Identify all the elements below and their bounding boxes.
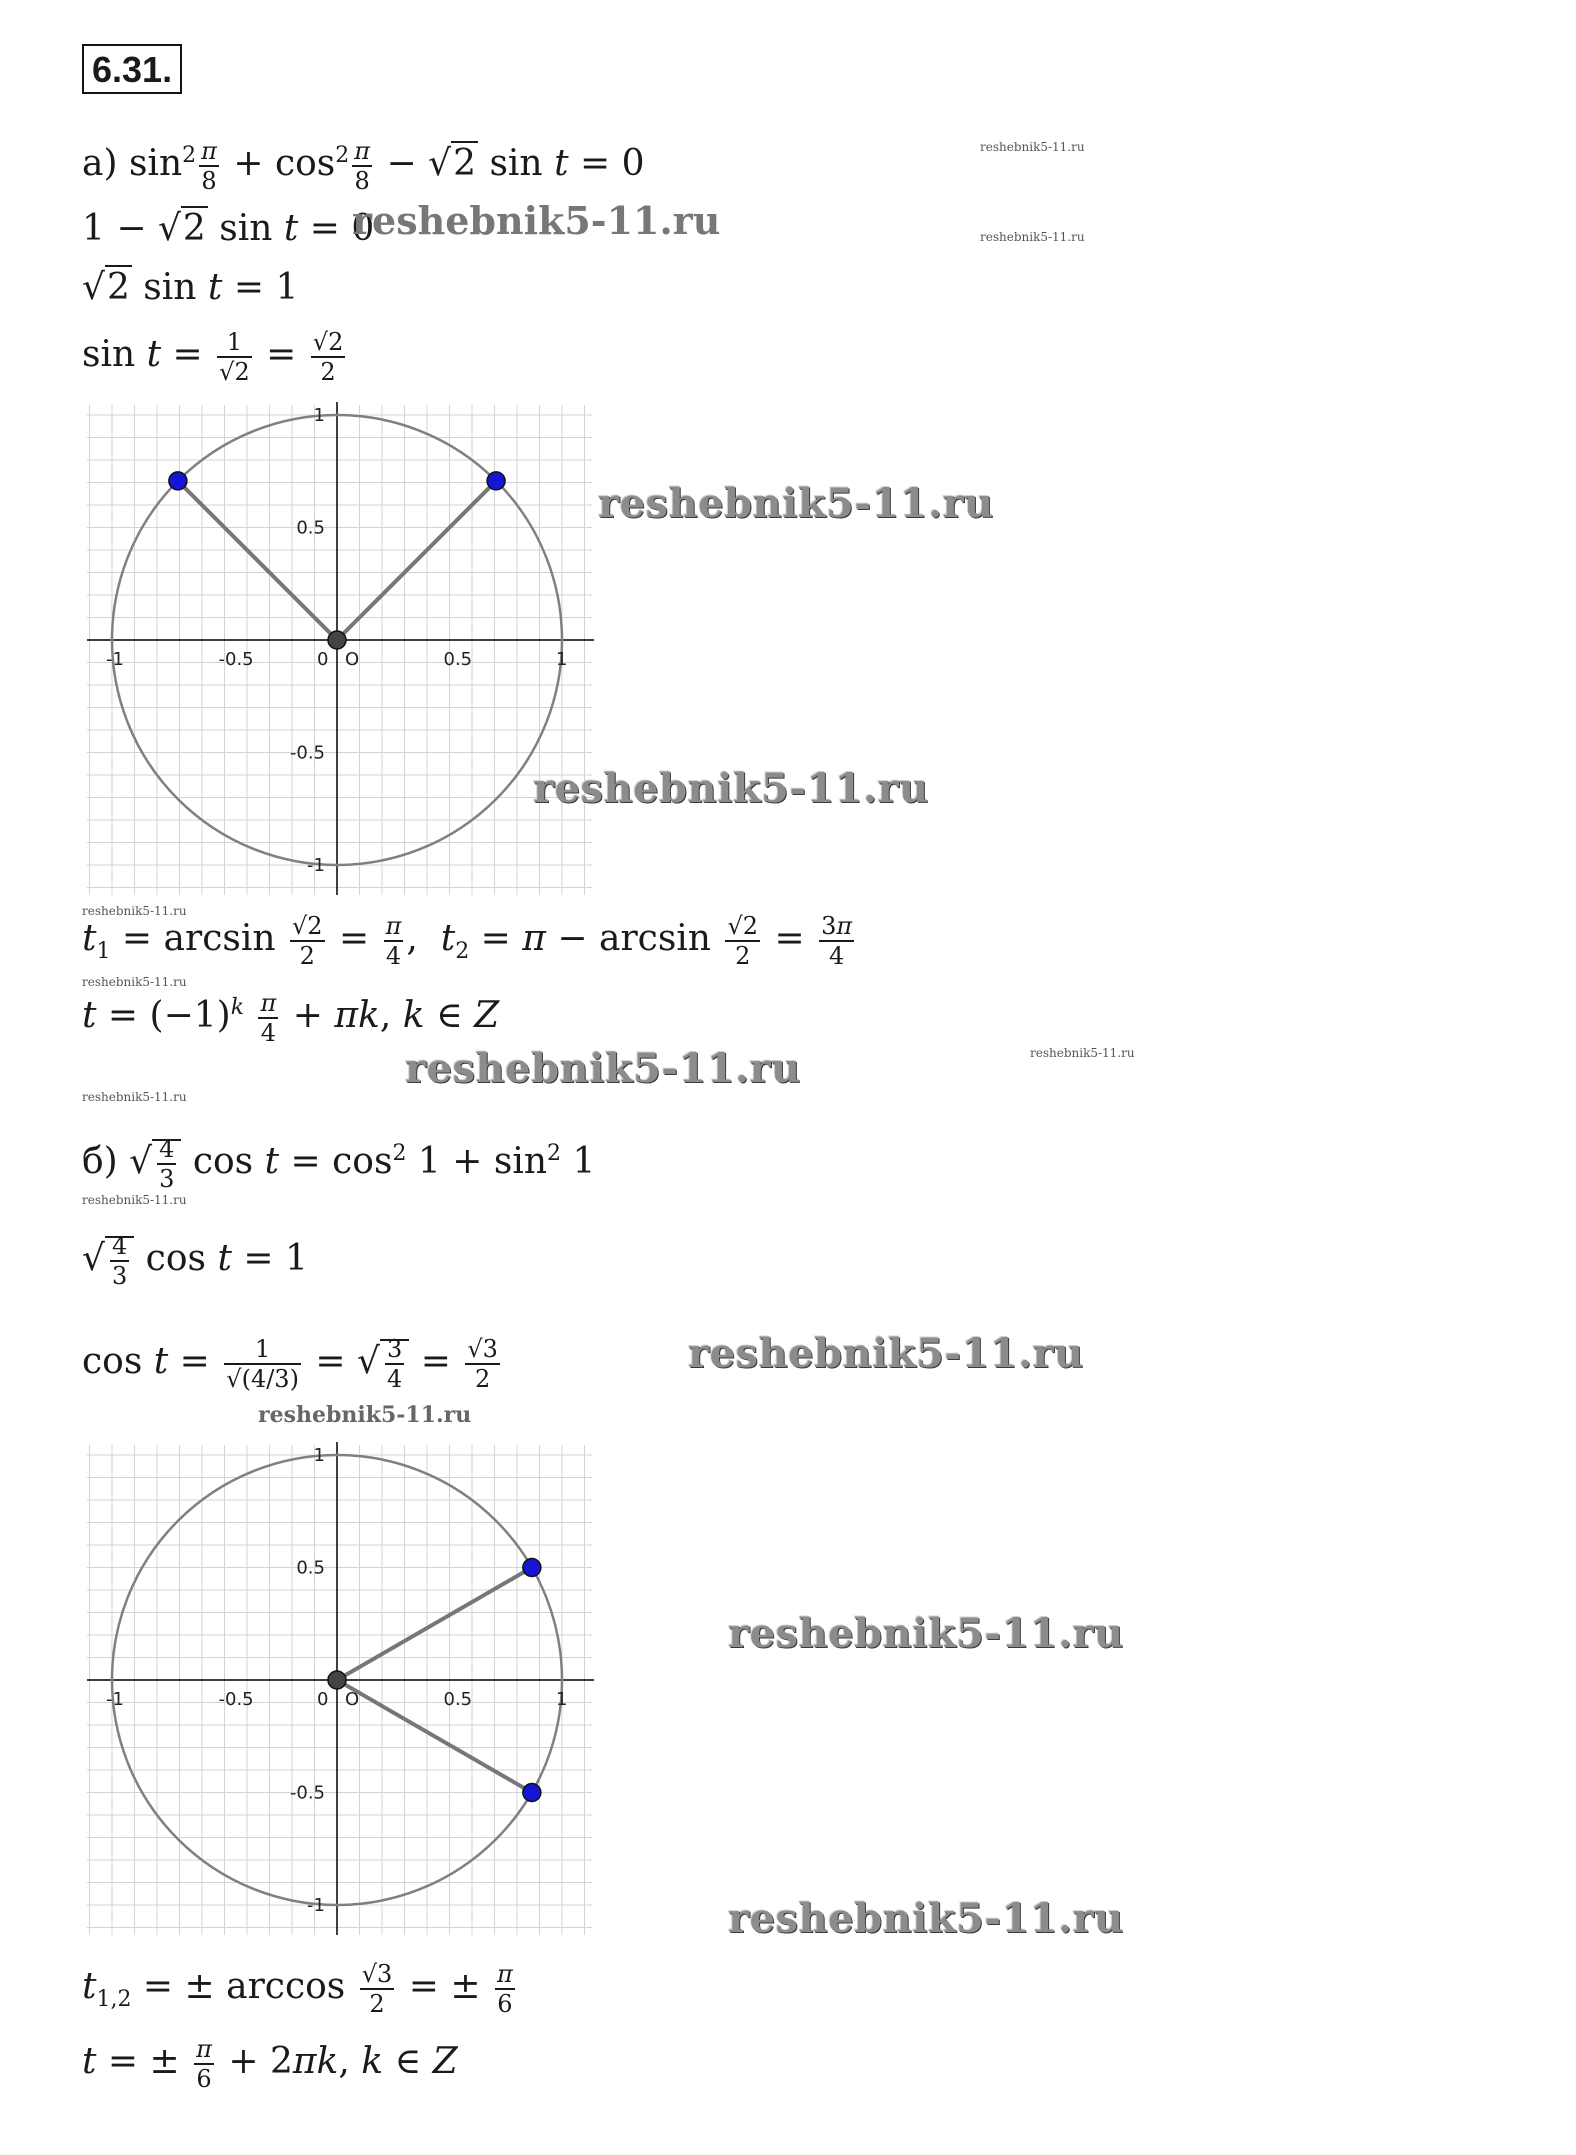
part-b-solution-1: $t_{1,2}$ = ± arccos $\frac{√3}{2}$ = ± $\frac{\pi}{6}$ (82, 1960, 513, 2018)
x-tick-label: 0.5 (443, 649, 473, 670)
solution-point (523, 1559, 541, 1577)
watermark: reshebnik5-11.ru (82, 904, 187, 918)
part-a-line-1: а) $\sin^2$ $\frac{\pi}{8}$ + $\cos^2$ $\frac{\pi}{8}$ − √2 sin t = 0 (82, 137, 645, 195)
watermark: reshebnik5-11.ru (258, 1402, 472, 1428)
watermark: reshebnik5-11.ru (1030, 1046, 1135, 1060)
radius-segment (337, 1568, 532, 1681)
watermark: reshebnik5-11.ru (980, 230, 1085, 244)
origin-label: O (345, 1689, 360, 1710)
unit-circle-plot-b (82, 1440, 602, 1940)
x-tick-label: 0.5 (443, 1689, 473, 1710)
y-tick-label: -1 (307, 855, 325, 876)
x-tick-label: -1 (106, 649, 124, 670)
x-tick-label: 1 (556, 649, 568, 670)
watermark: reshebnik5-11.ru (598, 480, 994, 527)
y-tick-label: 1 (313, 1445, 325, 1466)
part-a-solution-2: $t = (-1)^k$ $\frac{\pi}{4}$ + πk, k ∈ Z (82, 989, 500, 1047)
watermark: reshebnik5-11.ru (728, 1895, 1124, 1942)
part-a-line-4: sin t = $\frac{1}{√2}$ = $\frac{√2}{2}$ (82, 328, 344, 386)
watermark: reshebnik5-11.ru (728, 1610, 1124, 1657)
part-a-line-2: 1 − √2 sin t = 0 (82, 208, 375, 249)
solution-point (523, 1784, 541, 1802)
y-tick-label: -1 (307, 1895, 325, 1916)
x-tick-label: 1 (556, 1689, 568, 1710)
watermark: reshebnik5-11.ru (688, 1330, 1084, 1377)
origin-label: O (345, 649, 360, 670)
y-tick-label: -0.5 (289, 1782, 325, 1804)
x-tick-label: 0 (317, 1689, 329, 1710)
part-b-line-3: cos t = $\frac{1}{√(4/3)}$ = √ $\frac{3}{4}$ = $\frac{√3}{2}$ (82, 1335, 498, 1393)
x-tick-label: -0.5 (218, 1689, 254, 1710)
y-tick-label: -0.5 (289, 742, 325, 764)
unit-circle-plot-a (82, 400, 602, 900)
watermark: reshebnik5-11.ru (82, 1193, 187, 1207)
part-b-line-1: б) √ $\frac{4}{3}$ $\cos t = \cos^2 1 + \sin^2 1$ (82, 1135, 596, 1193)
part-a-solution-1: $t_1 = \arcsin$ $\frac{√2}{2}$ = $\frac{\pi}{4}$ , $t_2 = \pi - \arcsin$ $\frac{√2}{2}$ = $\frac{3\pi}{4}$ (82, 912, 853, 970)
part-b-line-2: √ $\frac{4}{3}$ cos t = 1 (82, 1232, 308, 1290)
watermark: reshebnik5-11.ru (82, 975, 187, 989)
watermark: reshebnik5-11.ru (405, 1045, 801, 1092)
watermark: reshebnik5-11.ru (533, 765, 929, 812)
origin-point (328, 1671, 346, 1689)
x-tick-label: -1 (106, 1689, 124, 1710)
x-tick-label: 0 (317, 649, 329, 670)
y-tick-label: 0.5 (296, 517, 325, 539)
part-a-line-3: √2 sin t = 1 (82, 267, 299, 308)
solution-point (169, 472, 187, 490)
y-tick-label: 1 (313, 405, 325, 426)
y-tick-label: 0.5 (296, 1557, 325, 1579)
part-b-label: б) (82, 1141, 118, 1182)
solution-point (487, 472, 505, 490)
x-tick-label: -0.5 (218, 649, 254, 670)
watermark: reshebnik5-11.ru (980, 140, 1085, 154)
watermark: reshebnik5-11.ru (352, 198, 721, 243)
watermark: reshebnik5-11.ru (82, 1090, 187, 1104)
part-b-solution-2: t = ± $\frac{\pi}{6}$ + 2πk, k ∈ Z (82, 2035, 458, 2093)
part-a-label: а) (82, 143, 118, 184)
problem-number: 6.31. (82, 44, 182, 94)
origin-point (328, 631, 346, 649)
radius-segment (337, 1680, 532, 1793)
